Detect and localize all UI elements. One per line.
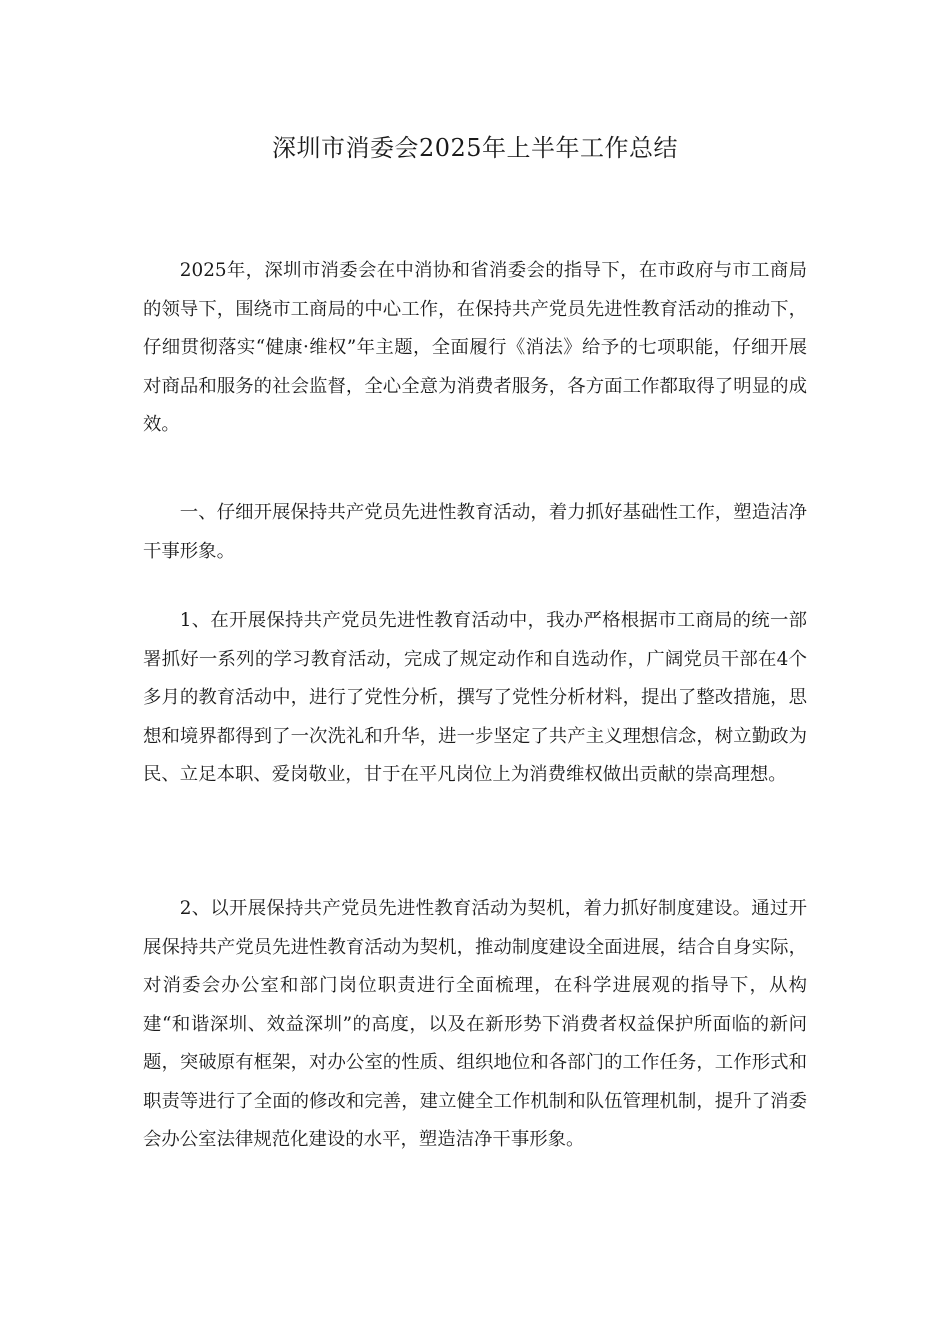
list-item-1-paragraph: 1、在开展保持共产党员先进性教育活动中，我办严格根据市工商局的统一部署抓好一系列的学习教育活动，完成了规定动作和自选动作，广阔党员干部在4个多月的教育活动中，进行了党性分析，撰写了党性分析材料，提出了整改措施，思想和境界都得到了一次洗礼和升华，进一步坚定了共产主义理想信念，树立勤政为民、立足本职、爱岗敬业，甘于在平凡岗位上为消费维权做出贡献的崇高理想。	[143, 610, 807, 785]
document-title: 深圳市消委会2025年上半年工作总结	[271, 134, 679, 162]
intro-paragraph: 2025年，深圳市消委会在中消协和省消委会的指导下，在市政府与市工商局的领导下，围绕市工商局的中心工作，在保持共产党员先进性教育活动的推动下，仔细贯彻落实“健康·维权”年主题，全面履行《消法》给予的七项职能，仔细开展对商品和服务的社会监督，全心全意为消费者服务，各方面工作都取得了明显的成效。	[143, 260, 807, 435]
list-item-2-paragraph: 2、以开展保持共产党员先进性教育活动为契机，着力抓好制度建设。通过开展保持共产党员先进性教育活动为契机，推动制度建设全面进展，结合自身实际，对消委会办公室和部门岗位职责进行全面梳理，在科学进展观的指导下，从构建“和谐深圳、效益深圳”的高度，以及在新形势下消费者权益保护所面临的新问题，突破原有框架，对办公室的性质、组织地位和各部门的工作任务，工作形式和职责等进行了全面的修改和完善，建立健全工作机制和队伍管理机制，提升了消委会办公室法律规范化建设的水平，塑造洁净干事形象。	[143, 898, 807, 1150]
section-heading-1: 一、仔细开展保持共产党员先进性教育活动，着力抓好基础性工作，塑造洁净干事形象。	[143, 502, 807, 562]
